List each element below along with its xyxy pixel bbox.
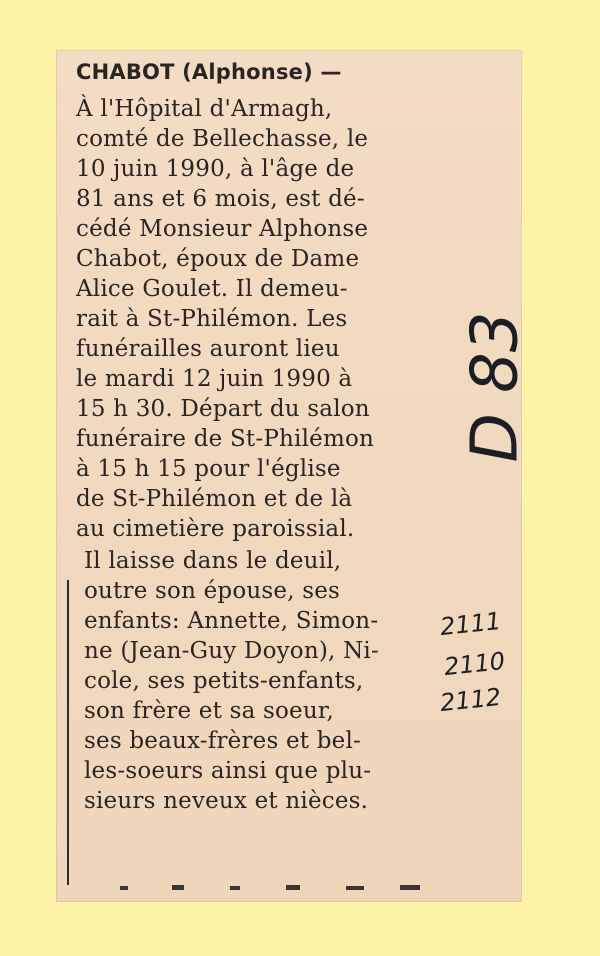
text-line: de St-Philémon et de là <box>76 486 353 512</box>
handwritten-margin-number: 2111 <box>438 606 503 642</box>
text-line: sieurs neveux et nièces. <box>84 788 369 814</box>
text-line: le mardi 12 juin 1990 à <box>76 366 353 392</box>
newspaper-clipping <box>56 50 522 902</box>
text-line: cole, ses petits-enfants, <box>84 668 364 694</box>
text-line: rait à St-Philémon. Les <box>76 306 348 332</box>
text-line: funéraire de St-Philémon <box>76 426 375 452</box>
handwritten-code: D 83 <box>458 311 533 463</box>
text-line: ses beaux-frères et bel- <box>84 728 361 754</box>
text-line: les-soeurs ainsi que plu- <box>84 758 372 784</box>
text-line: comté de Bellechasse, le <box>76 126 369 152</box>
text-line: cédé Monsieur Alphonse <box>76 216 369 242</box>
text-line: ne (Jean-Guy Doyon), Ni- <box>84 638 379 664</box>
text-line: Chabot, époux de Dame <box>76 246 360 272</box>
text-line: outre son épouse, ses <box>84 578 341 604</box>
handwritten-margin-number: 2112 <box>438 682 503 718</box>
text-line: 81 ans et 6 mois, est dé- <box>76 186 365 212</box>
text-line: À l'Hôpital d'Armagh, <box>76 96 333 122</box>
text-line: Alice Goulet. Il demeu- <box>76 276 348 302</box>
text-line: à 15 h 15 pour l'église <box>76 456 341 482</box>
text-line: enfants: Annette, Simon- <box>84 608 379 634</box>
headline: CHABOT (Alphonse) — <box>76 60 342 84</box>
column-rule <box>67 580 69 885</box>
handwritten-margin-number: 2110 <box>442 646 507 682</box>
text-line: au cimetière paroissial. <box>76 516 355 542</box>
text-line: Il laisse dans le deuil, <box>84 548 342 574</box>
cut-text-fragment <box>110 884 440 892</box>
text-line: son frère et sa soeur, <box>84 698 335 724</box>
text-line: funérailles auront lieu <box>76 336 340 362</box>
text-line: 10 juin 1990, à l'âge de <box>76 156 355 182</box>
text-line: 15 h 30. Départ du salon <box>76 396 370 422</box>
